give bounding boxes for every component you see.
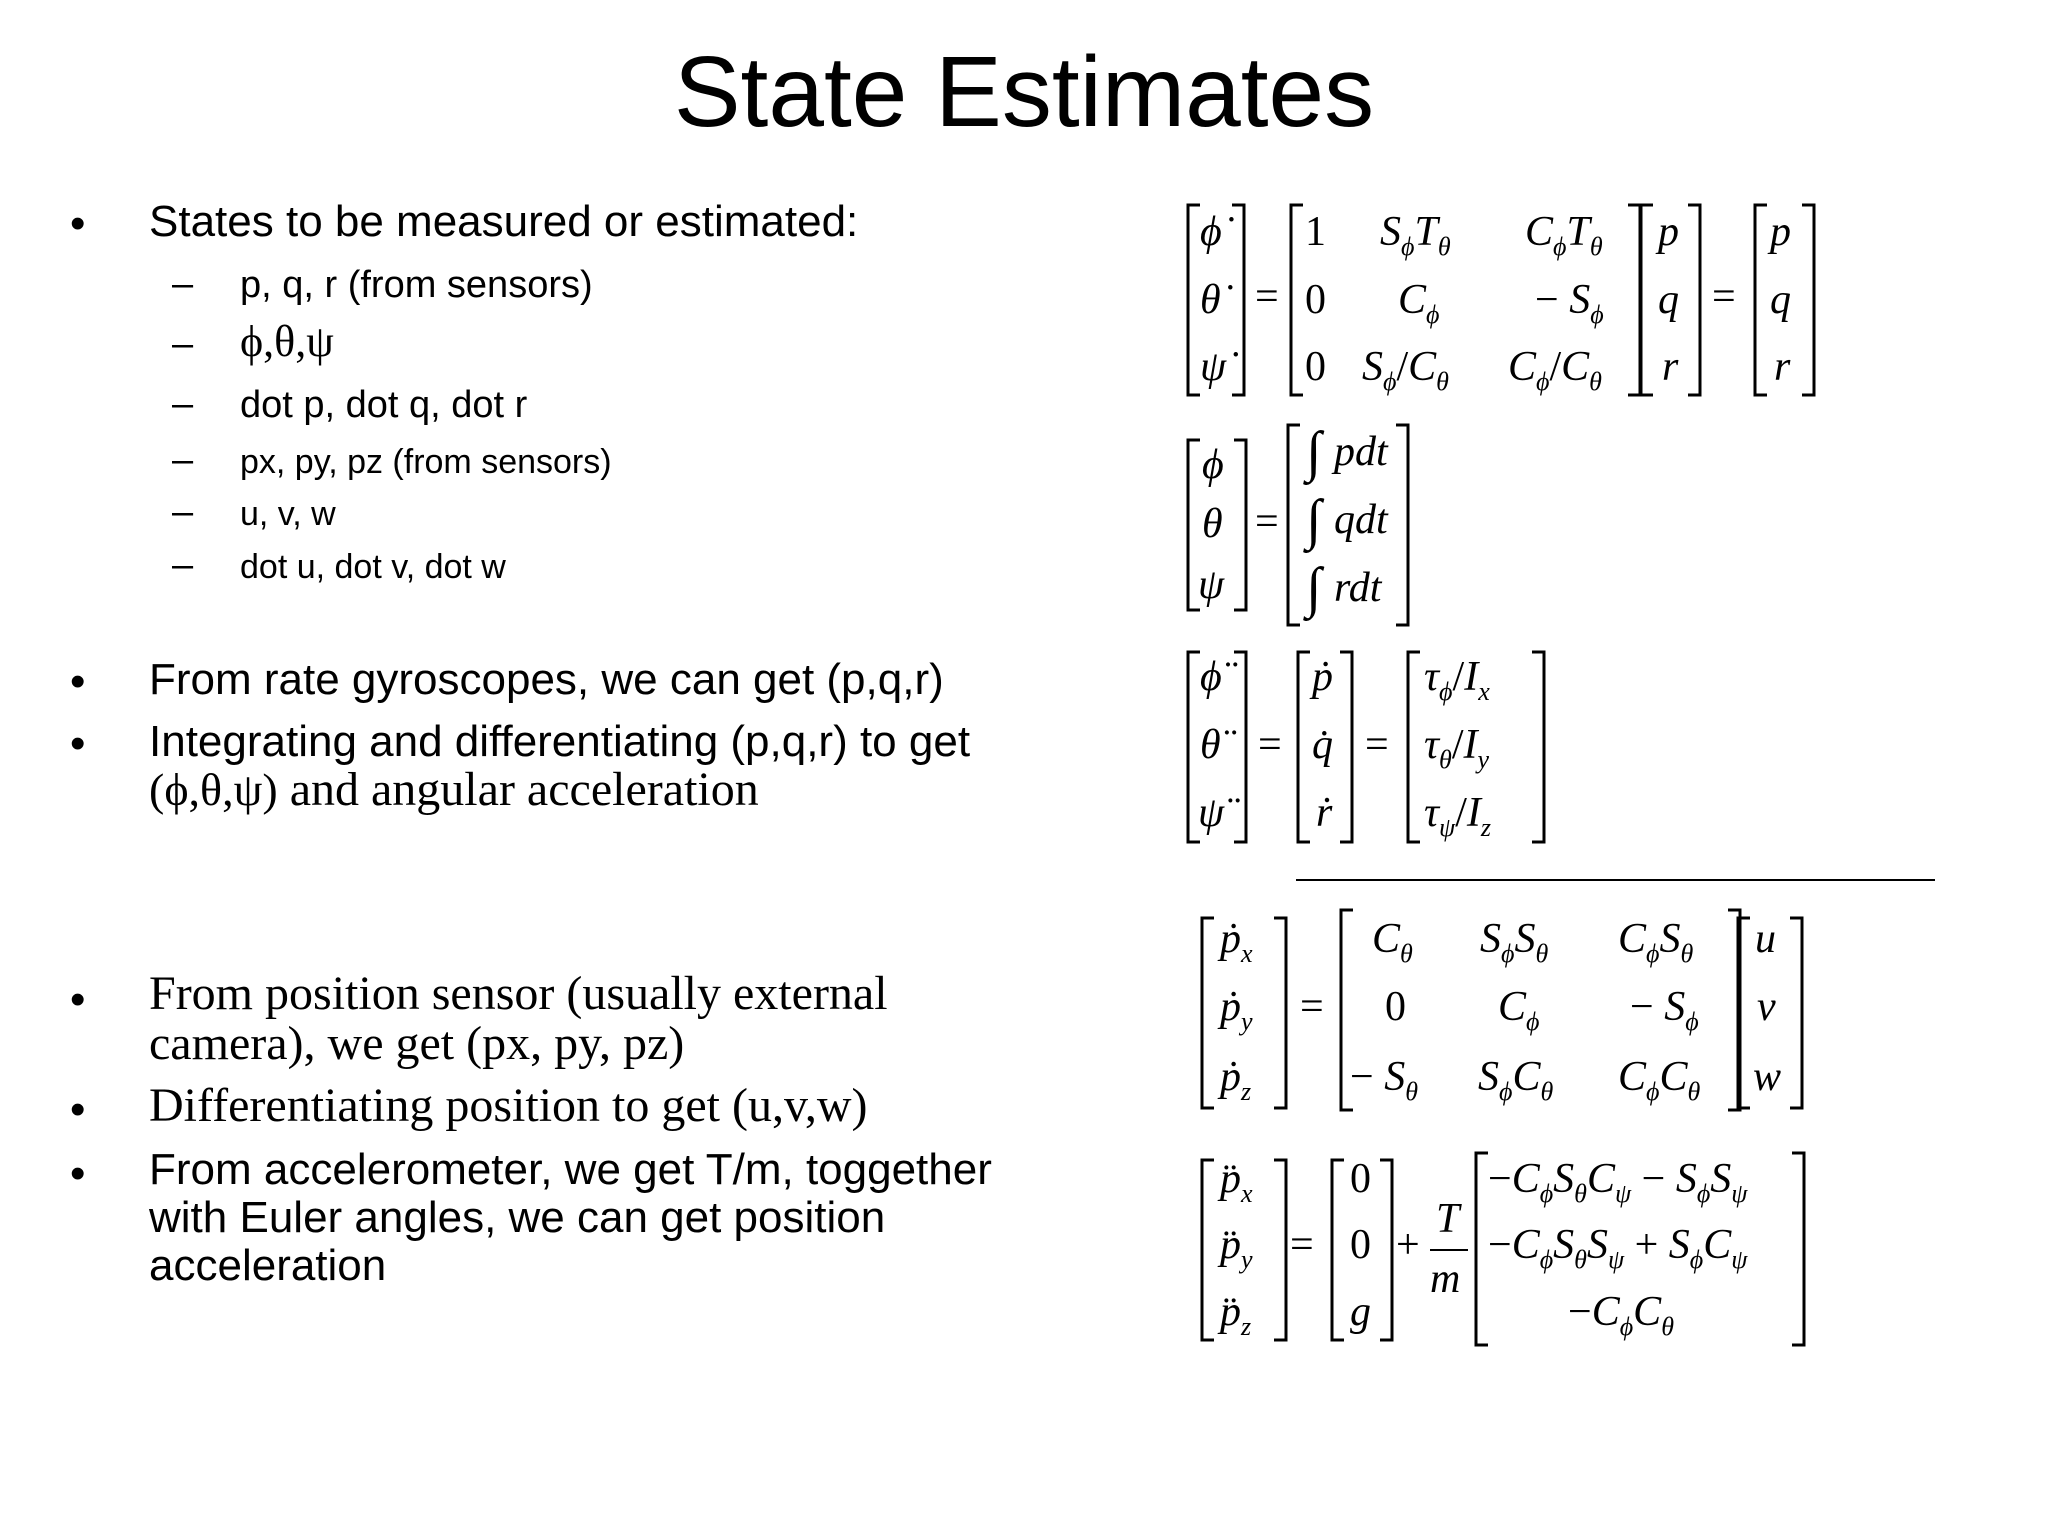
slide-title: State Estimates — [673, 36, 1375, 148]
py-ddot: $p̈_y$ — [1220, 1222, 1253, 1274]
bullet-rate-gyroscopes: From rate gyroscopes, we can get (p,q,r) — [149, 655, 944, 704]
phi-ddot: ϕ̈ — [1200, 654, 1222, 700]
vel-w: w — [1753, 1054, 1782, 1100]
rate-r: r — [1662, 344, 1679, 390]
equals-sign: = — [1300, 984, 1324, 1030]
pz-dot: ṗ$_z$ — [1220, 1054, 1252, 1106]
integral-rdt: rdt — [1334, 565, 1382, 611]
dash-marker: – — [172, 323, 194, 365]
tau-psi-over-iz: $\tau_\psi/I_z$ — [1424, 790, 1491, 842]
rate-q: q — [1770, 277, 1791, 323]
p-dot: ṗ — [1312, 654, 1333, 700]
c-phi-t-theta: $C_\phi T_\theta$ — [1525, 209, 1603, 261]
bullet-position-sensor-line2: camera), we get (px, py, pz) — [149, 1017, 685, 1070]
dash-marker: – — [172, 263, 194, 305]
bullet-marker: • — [70, 657, 86, 706]
bullet-accelerometer-line3: acceleration — [149, 1241, 387, 1290]
bullet-states: States to be measured or estimated: — [149, 197, 859, 246]
accel-y-term: $-C_\phi S_\theta S_\psi + S_\phi C_\psi$ — [1488, 1222, 1748, 1274]
q-dot: q̇ — [1312, 722, 1333, 768]
equals-sign: = — [1255, 499, 1279, 545]
vel-u: u — [1755, 916, 1776, 962]
bullet-accelerometer-line1: From accelerometer, we get T/m, toggether — [149, 1145, 992, 1194]
c-theta: $C_\theta$ — [1372, 916, 1413, 968]
theta-ddot: θ̈ — [1200, 722, 1221, 768]
sub-item-euler-angles: ϕ,θ,ψ — [240, 317, 334, 366]
minus-s-phi: − $S_\phi$ — [1535, 277, 1604, 329]
matrix-zero: 0 — [1305, 277, 1326, 323]
integral-icon: ∫ — [1306, 421, 1322, 483]
vel-v: v — [1757, 984, 1776, 1030]
tau-theta-over-iy: $\tau_\theta/I_y$ — [1424, 722, 1490, 774]
bullet-differentiating-position: Differentiating position to get (u,v,w) — [149, 1079, 868, 1132]
s-phi-over-c-theta: $S_\phi/C_\theta$ — [1362, 344, 1449, 396]
sub-item-pqr: p, q, r (from sensors) — [240, 264, 593, 306]
bullet-integrating-line1: Integrating and differentiating (p,q,r) to get — [149, 717, 971, 766]
c-phi-over-c-theta: $C_\phi/C_\theta$ — [1508, 344, 1602, 396]
s-phi-t-theta: $S_\phi T_\theta$ — [1380, 209, 1451, 261]
bullet-accelerometer-line2: with Euler angles, we can get position — [149, 1193, 886, 1242]
pz-ddot: $p̈_z$ — [1220, 1289, 1252, 1341]
phi: ϕ — [1202, 442, 1224, 488]
equals-sign: = — [1290, 1222, 1314, 1268]
sub-item-dot-uvw: dot u, dot v, dot w — [240, 548, 506, 586]
psi-dot: ψ̇ — [1200, 344, 1227, 390]
integral-pdt: pdt — [1334, 429, 1388, 475]
accel-z-term: $-C_\phi C_\theta$ — [1568, 1289, 1674, 1341]
c-phi: $C_\phi$ — [1398, 277, 1440, 329]
rate-p: p — [1770, 209, 1791, 255]
dash-marker: – — [172, 544, 194, 586]
c-phi: $C_\phi$ — [1498, 984, 1540, 1036]
mass-m: m — [1430, 1256, 1461, 1302]
phi-dot: ϕ̇ — [1200, 209, 1222, 255]
dash-marker: – — [172, 491, 194, 533]
euler-angle-tuple: (ϕ,θ,ψ) — [149, 764, 278, 815]
bullet-marker: • — [70, 1149, 86, 1198]
bullet-position-sensor-line1: From position sensor (usually external — [149, 967, 888, 1020]
integral-qdt: qdt — [1334, 497, 1388, 543]
c-phi-c-theta: $C_\phi C_\theta$ — [1618, 1054, 1701, 1106]
minus-s-phi: − $S_\phi$ — [1630, 984, 1699, 1036]
plus-sign: + — [1396, 1222, 1420, 1268]
gravity-zero: 0 — [1350, 1222, 1371, 1268]
bullet-marker: • — [70, 199, 86, 248]
s-phi-s-theta: $S_\phi S_\theta$ — [1480, 916, 1549, 968]
integral-icon: ∫ — [1306, 489, 1322, 551]
bullet-marker: • — [70, 1085, 86, 1134]
sub-item-position: px, py, pz (from sensors) — [240, 443, 612, 481]
dash-marker: – — [172, 383, 194, 425]
equals-sign: = — [1255, 274, 1279, 320]
gravity-zero: 0 — [1350, 1156, 1371, 1202]
px-ddot: $p̈_x$ — [1220, 1156, 1253, 1208]
bullet-marker: • — [70, 719, 86, 768]
integral-icon: ∫ — [1306, 557, 1322, 619]
psi-ddot: ψ̈ — [1198, 790, 1225, 836]
matrix-zero: 0 — [1385, 984, 1406, 1030]
matrix-zero: 0 — [1305, 344, 1326, 390]
psi: ψ — [1198, 562, 1225, 608]
rate-p: p — [1658, 209, 1679, 255]
px-dot: ṗ$_x$ — [1220, 916, 1253, 968]
bullet-marker: • — [70, 975, 86, 1024]
angular-acceleration-text: and angular acceleration — [277, 763, 759, 816]
equals-sign: = — [1712, 274, 1736, 320]
sub-item-uvw: u, v, w — [240, 495, 336, 533]
c-phi-s-theta: $C_\phi S_\theta$ — [1618, 916, 1694, 968]
sub-item-dot-pqr: dot p, dot q, dot r — [240, 384, 528, 426]
dash-marker: – — [172, 439, 194, 481]
py-dot: ṗ$_y$ — [1220, 984, 1253, 1036]
matrix-one: 1 — [1305, 209, 1326, 255]
accel-x-term: $-C_\phi S_\theta C_\psi - S_\phi S_\psi$ — [1488, 1156, 1748, 1208]
equals-sign: = — [1365, 722, 1389, 768]
bullet-integrating-line2 — [149, 763, 759, 816]
thrust-t: T — [1436, 1196, 1460, 1242]
rate-r: r — [1774, 344, 1791, 390]
s-phi-c-theta: $S_\phi C_\theta$ — [1478, 1054, 1554, 1106]
theta-dot: θ̇ — [1200, 277, 1221, 323]
rate-q: q — [1658, 277, 1679, 323]
minus-s-theta: − $S_\theta$ — [1350, 1054, 1418, 1106]
gravity-g: g — [1350, 1289, 1371, 1335]
tau-phi-over-ix: $\tau_\phi/I_x$ — [1424, 654, 1490, 706]
equals-sign: = — [1258, 722, 1282, 768]
r-dot: ṙ — [1316, 790, 1333, 836]
theta: θ — [1202, 501, 1223, 547]
